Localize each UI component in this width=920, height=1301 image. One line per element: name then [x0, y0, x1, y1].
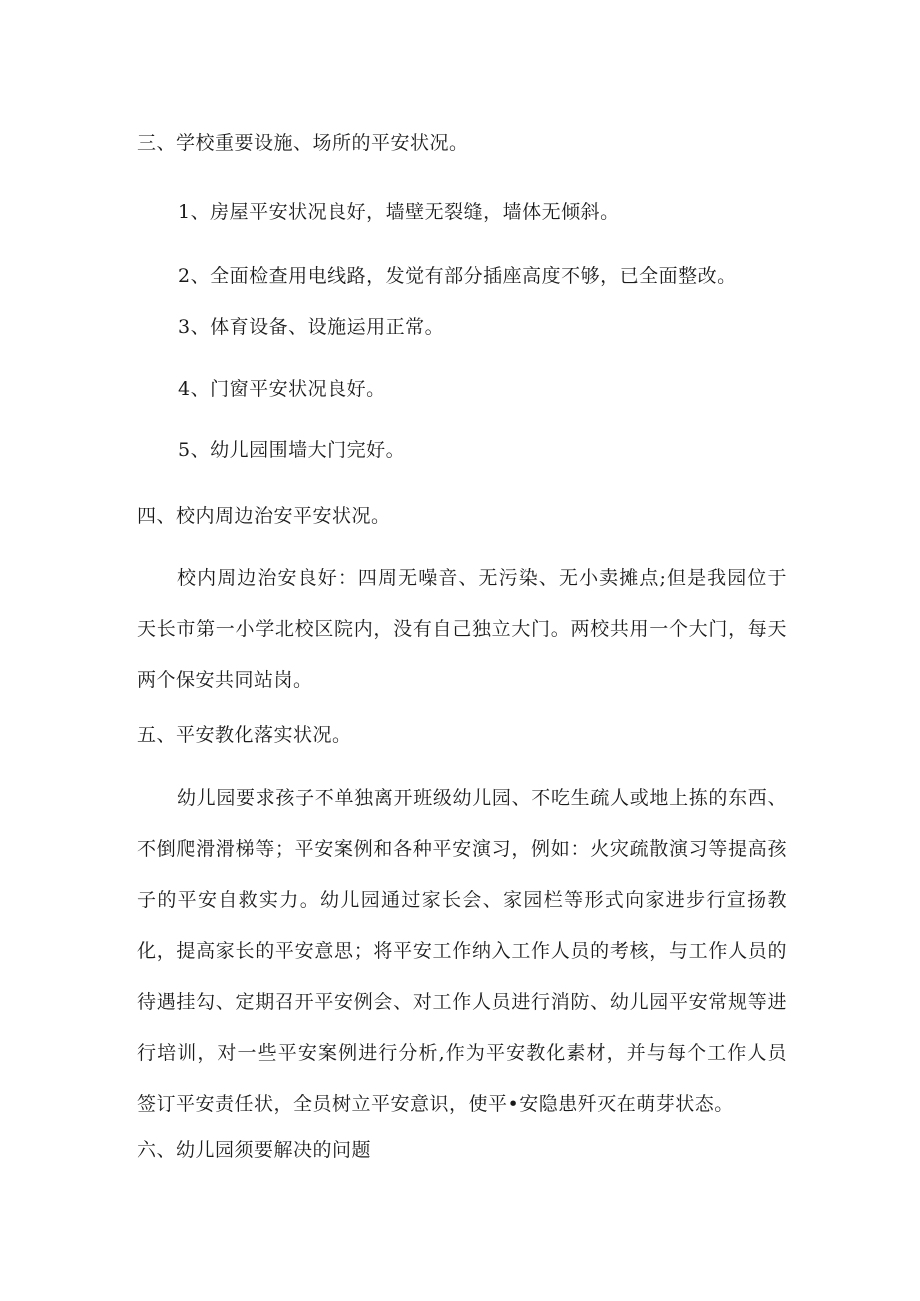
section-3-item-5: 5、幼儿园围墙大门完好。 [178, 439, 406, 461]
section-3-item-4: 4、门窗平安状况良好。 [178, 378, 386, 400]
section-5-paragraph: 幼儿园要求孩子不单独离开班级幼儿园、不吃生疏人或地上拣的东西、不倒爬滑滑梯等；平安案例和各种平安演习，例如：火灾疏散演习等提高孩子的平安自救实力。幼儿园通过家长会、家园栏等形式向家进步行宣扬教化，提高家长的平安意思；将平安工作纳入工作人员的考核，与工作人员的待遇挂勾、定期召开平安例会、对工作人员进行消防、幼儿园平安常规等进行培训，对一些平安案例进行分析,作为平安教化素材，并与每个工作人员签订平安责任状，全员树立平安意识，使平•安隐患歼灭在萌芽状态。 [137, 787, 787, 1115]
section-4-heading: 四、校内周边治安平安状况。 [137, 505, 391, 527]
section-4-paragraph: 校内周边治安良好：四周无噪音、无污染、无小卖摊点;但是我园位于天长市第一小学北校区院内，没有自己独立大门。两校共用一个大门，每天两个保安共同站岗。 [137, 567, 787, 691]
section-3-heading: 三、学校重要设施、场所的平安状况。 [137, 132, 469, 154]
section-3-item-2: 2、全面检查用电线路，发觉有部分插座高度不够，已全面整改。 [178, 265, 737, 287]
section-3-item-1: 1、房屋平安状况良好，墙壁无裂缝，墙体无倾斜。 [178, 201, 620, 223]
section-5-heading: 五、平安教化落实状况。 [137, 724, 352, 746]
section-6-heading: 六、幼儿园须要解决的问题 [137, 1139, 372, 1161]
section-3-item-3: 3、体育设备、设施运用正常。 [178, 316, 445, 338]
